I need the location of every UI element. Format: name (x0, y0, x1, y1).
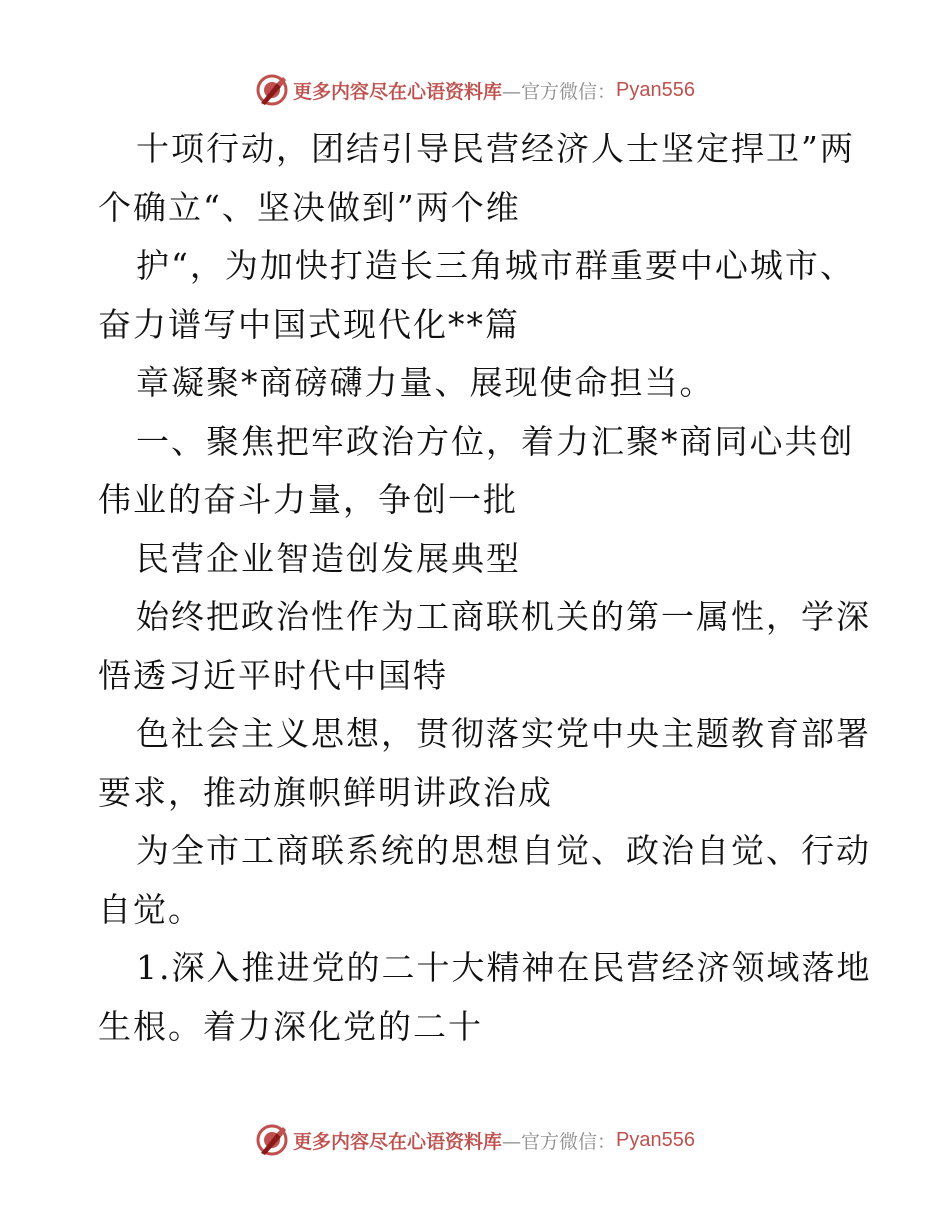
watermark-official-label: —官方微信： (502, 1130, 617, 1153)
pen-logo-icon (255, 1123, 289, 1157)
document-line: 奋力谱写中国式现代化**篇 (98, 304, 520, 344)
document-line: 为全市工商联系统的思想自觉、政治自觉、行动 (136, 831, 871, 870)
document-line: 民营企业智造创发展典型 (136, 538, 521, 578)
document-line: 悟透习近平时代中国特 (98, 655, 448, 695)
document-line: 自觉。 (98, 889, 203, 929)
watermark-official-label: —官方微信： (502, 80, 617, 103)
document-line: 要求，推动旗帜鲜明讲政治成 (98, 772, 553, 812)
document-line: 生根。着力深化党的二十 (98, 1006, 483, 1046)
watermark-brand: 更多内容尽在心语资料库 (293, 80, 503, 103)
document-line: 伟业的奋斗力量，争创一批 (98, 480, 518, 519)
document-body (98, 120, 872, 1056)
watermark-handle: Pyan556 (616, 1128, 695, 1151)
document-line: 始终把政治性作为工商联机关的第一属性，学深 (136, 597, 871, 636)
header-watermark (0, 70, 950, 110)
footer-watermark (0, 1120, 950, 1160)
document-line: 护“，为加快打造长三角城市群重要中心城市、 (136, 246, 855, 285)
pen-logo-icon (255, 73, 289, 107)
document-line: 色社会主义思想，贯彻落实党中央主题教育部署 (136, 714, 871, 753)
document-line: 1.深入推进党的二十大精神在民营经济领域落地 (136, 948, 872, 987)
document-line: 十项行动，团结引导民营经济人士坚定捍卫”两 (136, 129, 855, 168)
document-line: 章凝聚*商磅礴力量、展现使命担当。 (136, 363, 715, 402)
document-line: 个确立“、坚决做到”两个维 (98, 187, 521, 227)
watermark-handle: Pyan556 (616, 78, 695, 101)
watermark-brand: 更多内容尽在心语资料库 (293, 1130, 503, 1153)
document-line: 一、聚焦把牢政治方位，着力汇聚*商同心共创 (136, 421, 855, 461)
